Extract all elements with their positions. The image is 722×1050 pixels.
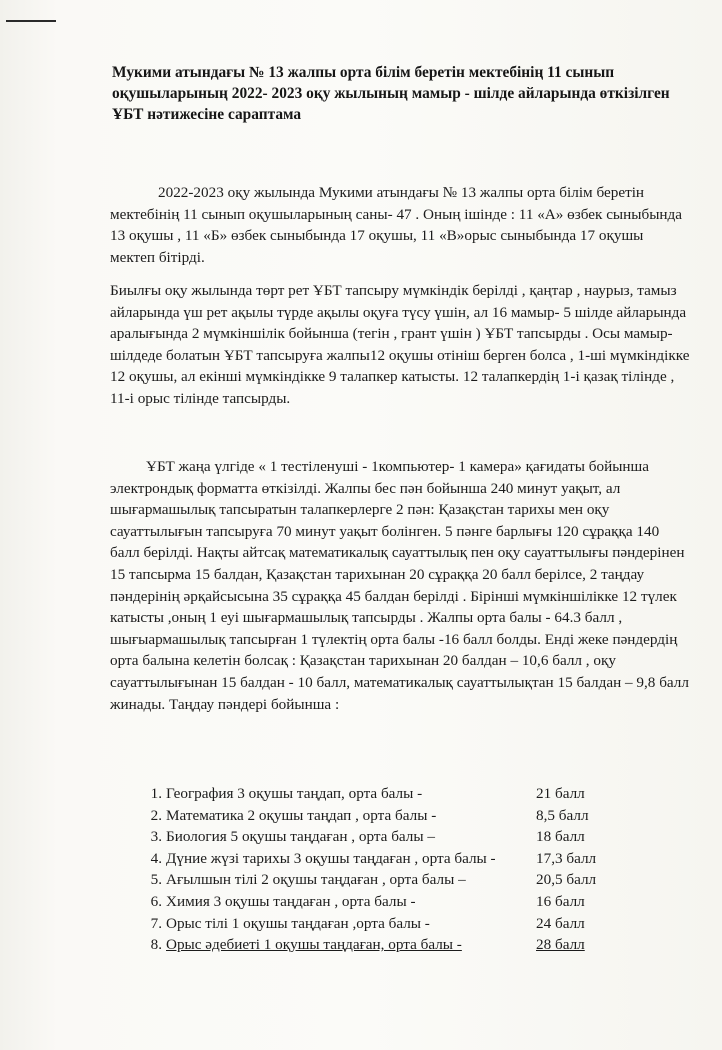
document-title: Мукими атындағы № 13 жалпы орта білім беретін мектебінің 11 сынып оқушыларының 2022- 2023 оқу жылының мамыр - шілде айларында өткізілген ҰБТ нәтижесіне сараптама (112, 64, 670, 123)
paragraph-graduates: 2022-2023 оқу жылында Мукими атындағы № 13 жалпы орта білім беретін мектебінің 11 сынып оқушыларының саны- 47 . Оның ішінде : 11 «А» өзбек сыныбында 13 оқушы , 11 «Б» өзбек сыныбында 17 оқушы, 11 «В»орыс сыныбында 17 оқушы мектеп бітірді. (110, 184, 682, 266)
item-text: Ағылшын тілі 2 оқушы таңдаған , орта балы – (166, 871, 466, 889)
list-item (140, 848, 610, 870)
item-text: География 3 оқушы таңдап, орта балы - (166, 785, 423, 802)
subjects-list (140, 783, 610, 956)
item-number: 6. (150, 892, 162, 910)
list-item (140, 934, 610, 956)
item-score: 8,5 балл (536, 806, 589, 824)
list-item (140, 826, 610, 848)
item-score: 20,5 балл (536, 871, 597, 889)
list-item (140, 869, 610, 891)
item-text: Биология 5 оқушы таңдаған , орта балы – (166, 828, 435, 846)
item-score: 18 балл (536, 828, 585, 846)
item-text: Дүние жүзі тарихы 3 оқушы таңдаған , орта балы - (166, 849, 496, 867)
item-score: 24 балл (536, 914, 585, 932)
list-item (140, 783, 610, 805)
item-number: 3. (150, 828, 162, 846)
item-number: 5. (150, 871, 162, 889)
paragraph-results: ҰБТ жаңа үлгіде « 1 тестіленуші - 1компьютер- 1 камера» қағидаты бойынша электрондық форматта өткізілді. Жалпы бес пән бойынша 240 минут уақыт, ал шығармашылық тапсыратын талапкерлерге 2 пән: Қазақстан тарихы мен оқу сауаттылығын тапсыруға 70 минут уақыт болінген. 5 пәнге барлығы 120 сұраққа 140 балл берілді. Нақты айтсақ математикалық сауаттылық пен оқу сауаттылығы пәндерінен 15 тапсырма 15 балдан, Қазақстан тарихынан 20 сұраққа 20 балл берілсе, 2 таңдау пәндерінің әрқайсысына 35 сұраққа 45 балдан берілді . Бірінші мүмкіншілікке 12 түлек катысты ,оның 1 еуі шығармашылық тапсырды . Жалпы орта балы - 64.3 балл , шығыармашылық тапсырған 1 түлектің орта балы -16 балл болды. Енді жеке пәндердің орта балына келетін болсақ : Қазақстан тарихынан 20 балдан – 10,6 балл , оқу сауаттылығынан 15 балдан - 10 балл, математикалық сауаттылықтан 15 балдан – 9,8 балл жинады. Таңдау пәндері бойынша : (110, 458, 689, 713)
item-number: 2. (150, 806, 162, 824)
item-text: Математика 2 оқушы таңдап , орта балы - (166, 806, 437, 824)
item-text: Орыс тілі 1 оқушы таңдаған ,орта балы - (166, 914, 430, 932)
item-score: 28 балл (536, 936, 585, 954)
paragraph-ubt-attempts: Биылғы оқу жылында төрт рет ҰБТ тапсыру мүмкіндік берілді , қаңтар , наурыз, тамыз айларында үш рет ақылы түрде ақылы оқуға түсу үшін, ал 16 мамыр- 5 шілде айларында аралығында 2 мүмкіншілік бойынша (тегін , грант үшін ) ҰБТ тапсырды . Осы мамыр-шілдеде болатын ҰБТ тапсыруға жалпы12 оқушы отініш берген болса , 1-ші мүмкіндікке 12 оқушы, ал екінші мүмкіндікке 9 талапкер катысты. 12 талапкердің 1-і қазақ тілінде , 11-і орыс тілінде тапсырды. (110, 282, 690, 407)
item-number: 4. (150, 849, 162, 867)
list-item (140, 805, 610, 827)
item-number: 7. (150, 914, 162, 932)
item-number: 8. (150, 936, 162, 954)
item-text: Орыс әдебиеті 1 оқушы таңдаған, орта балы - (166, 936, 462, 954)
item-number: 1. (150, 785, 162, 802)
corner-mark (6, 20, 56, 22)
list-item (140, 891, 610, 913)
item-text: Химия 3 оқушы таңдаған , орта балы - (166, 892, 416, 910)
item-score: 21 балл (536, 785, 585, 802)
item-score: 17,3 балл (536, 849, 597, 867)
item-score: 16 балл (536, 892, 585, 910)
list-item (140, 913, 610, 935)
